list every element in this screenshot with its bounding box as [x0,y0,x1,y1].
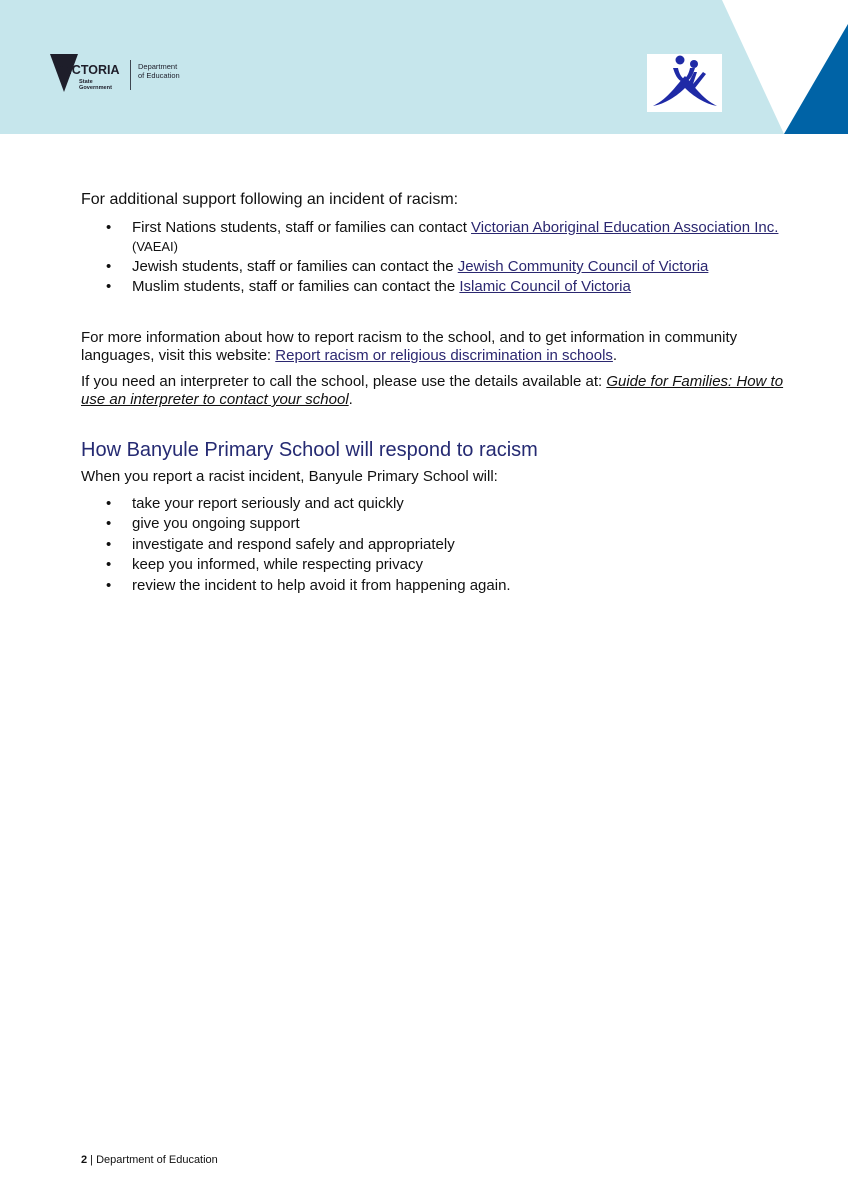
respond-item: • investigate and respond safely and appropriately [81,535,811,554]
interpreter-paragraph [81,373,811,409]
respond-item: • keep you informed, while respecting privacy [81,555,811,574]
support-item-jewish [81,257,811,276]
page-footer [81,1154,218,1166]
page-content [81,190,811,596]
respond-lead: When you report a racist incident, Banyule Primary School will: [81,468,498,485]
footer-separator: | [87,1154,97,1166]
respond-heading: How Banyule Primary School will respond to racism [81,439,538,461]
interpreter-end: . [348,391,353,408]
more-info-text: For more information about how to report racism to the school, and to get information in community languages, visit this website: [81,329,738,364]
victoria-government-logo [50,52,200,96]
report-racism-link[interactable]: Report racism or religious discrimination in schools [275,347,613,364]
jccv-link[interactable]: Jewish Community Council of Victoria [457,258,709,275]
support-item-first-nations [81,218,811,256]
vaeai-abbrev: (VAEAI) [132,239,178,254]
footer-org: Department of Education [96,1154,218,1166]
support-item-text: Jewish students, staff or families can contact the [132,258,458,275]
dept-line-2: of Education [138,71,180,80]
respond-item: • review the incident to help avoid it from happening again. [81,576,811,595]
support-item-text: First Nations students, staff or families can contact [132,219,472,236]
support-list [81,218,811,296]
respond-item: • take your report seriously and act quickly [81,494,811,513]
interpreter-text: If you need an interpreter to call the school, please use the details available at: [81,373,607,390]
support-intro: For additional support following an incident of racism: [81,191,459,208]
vic-wordmark: VICTORIA [60,63,120,77]
more-info-paragraph [81,329,811,365]
school-logo [647,54,722,112]
page-number: 2 [81,1154,88,1166]
vaeai-link[interactable]: Victorian Aboriginal Education Association Inc. [471,219,779,236]
support-item-muslim [81,277,811,296]
interpreter-guide-link[interactable]: Guide for Families: How to use an interpreter to contact your school [81,373,784,408]
respond-list [81,494,811,595]
support-item-text: Muslim students, staff or families can contact the [132,278,460,295]
more-info-end: . [612,347,618,364]
dept-line-1: Department [138,62,178,71]
logo-divider [130,60,131,90]
icv-link[interactable]: Islamic Council of Victoria [459,278,631,295]
vic-sub-state: State [79,79,93,85]
vic-sub-government: Government [79,85,112,91]
respond-item: • give you ongoing support [81,514,811,533]
school-figures-logo-icon [647,54,722,112]
